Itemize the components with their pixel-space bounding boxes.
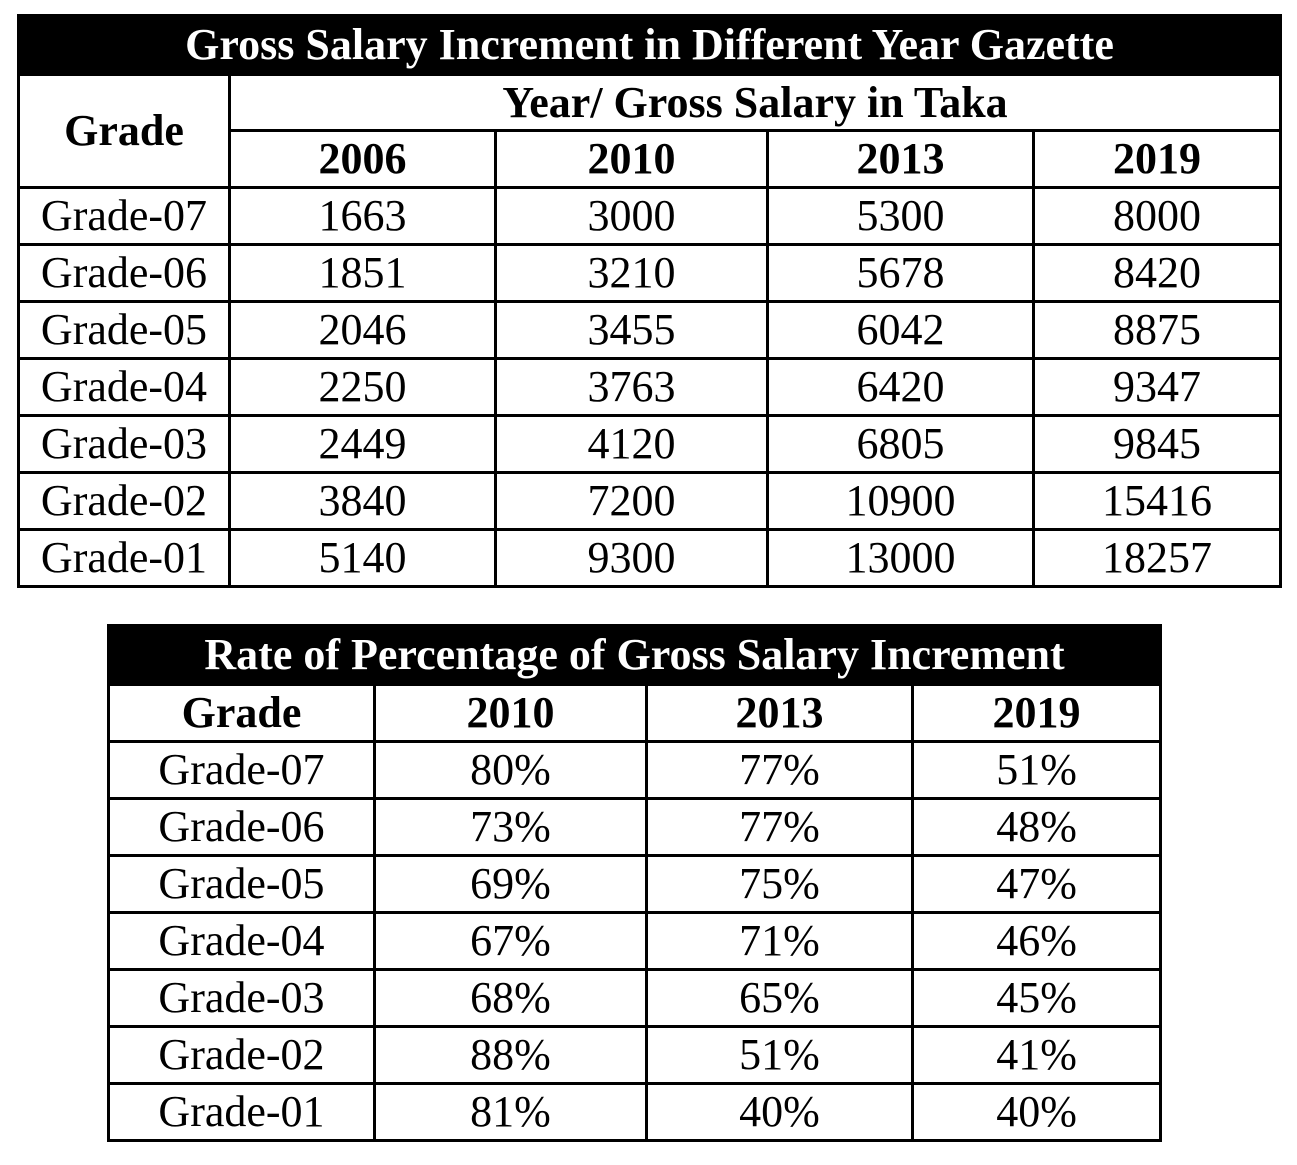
salary-cell: 3455	[496, 302, 768, 359]
year-header: 2013	[768, 131, 1034, 188]
year-header: 2019	[1034, 131, 1281, 188]
salary-cell: 10900	[768, 473, 1034, 530]
salary-cell: 3840	[230, 473, 496, 530]
table-row	[109, 856, 1161, 913]
grade-cell: Grade-06	[19, 245, 230, 302]
year-header: 2010	[375, 685, 647, 742]
percent-cell: 69%	[375, 856, 647, 913]
salary-cell: 3000	[496, 188, 768, 245]
salary-cell: 6420	[768, 359, 1034, 416]
table-row	[19, 416, 1281, 473]
salary-cell: 15416	[1034, 473, 1281, 530]
grade-column-header: Grade	[109, 685, 375, 742]
grade-column-header: Grade	[19, 75, 230, 188]
salary-cell: 5140	[230, 530, 496, 587]
gross-salary-table	[17, 14, 1282, 588]
grade-cell: Grade-04	[19, 359, 230, 416]
percent-cell: 40%	[647, 1084, 913, 1141]
salary-cell: 9845	[1034, 416, 1281, 473]
grade-cell: Grade-02	[109, 1027, 375, 1084]
percent-cell: 46%	[913, 913, 1161, 970]
salary-cell: 18257	[1034, 530, 1281, 587]
percent-cell: 68%	[375, 970, 647, 1027]
table-row	[19, 530, 1281, 587]
percent-cell: 40%	[913, 1084, 1161, 1141]
percent-cell: 51%	[647, 1027, 913, 1084]
grade-cell: Grade-02	[19, 473, 230, 530]
salary-cell: 13000	[768, 530, 1034, 587]
salary-cell: 2046	[230, 302, 496, 359]
percent-cell: 80%	[375, 742, 647, 799]
salary-cell: 8875	[1034, 302, 1281, 359]
grade-cell: Grade-05	[109, 856, 375, 913]
grade-cell: Grade-06	[109, 799, 375, 856]
percent-cell: 45%	[913, 970, 1161, 1027]
grade-cell: Grade-01	[109, 1084, 375, 1141]
increment-rate-table	[107, 624, 1162, 1142]
salary-cell: 6042	[768, 302, 1034, 359]
percent-cell: 77%	[647, 742, 913, 799]
percent-cell: 65%	[647, 970, 913, 1027]
table-row	[109, 799, 1161, 856]
salary-cell: 3210	[496, 245, 768, 302]
percent-cell: 81%	[375, 1084, 647, 1141]
year-group-header: Year/ Gross Salary in Taka	[230, 75, 1281, 131]
table-title: Gross Salary Increment in Different Year Gazette	[19, 16, 1281, 75]
table-row	[109, 970, 1161, 1027]
table-row	[109, 1027, 1161, 1084]
table-title: Rate of Percentage of Gross Salary Increment	[109, 626, 1161, 685]
table-row	[19, 359, 1281, 416]
salary-cell: 1851	[230, 245, 496, 302]
year-header: 2006	[230, 131, 496, 188]
table-row	[109, 913, 1161, 970]
salary-cell: 8420	[1034, 245, 1281, 302]
percent-cell: 41%	[913, 1027, 1161, 1084]
year-header: 2019	[913, 685, 1161, 742]
percent-cell: 75%	[647, 856, 913, 913]
grade-cell: Grade-04	[109, 913, 375, 970]
percent-cell: 71%	[647, 913, 913, 970]
grade-cell: Grade-07	[19, 188, 230, 245]
grade-cell: Grade-03	[19, 416, 230, 473]
table-row	[19, 245, 1281, 302]
salary-cell: 5300	[768, 188, 1034, 245]
salary-cell: 7200	[496, 473, 768, 530]
salary-cell: 9300	[496, 530, 768, 587]
percent-cell: 48%	[913, 799, 1161, 856]
grade-cell: Grade-01	[19, 530, 230, 587]
table-row	[19, 473, 1281, 530]
year-header: 2013	[647, 685, 913, 742]
percent-cell: 77%	[647, 799, 913, 856]
salary-cell: 2449	[230, 416, 496, 473]
salary-cell: 6805	[768, 416, 1034, 473]
percent-cell: 88%	[375, 1027, 647, 1084]
salary-cell: 5678	[768, 245, 1034, 302]
table-row	[19, 188, 1281, 245]
salary-cell: 4120	[496, 416, 768, 473]
grade-cell: Grade-07	[109, 742, 375, 799]
salary-cell: 9347	[1034, 359, 1281, 416]
percent-cell: 51%	[913, 742, 1161, 799]
salary-cell: 2250	[230, 359, 496, 416]
percent-cell: 73%	[375, 799, 647, 856]
salary-cell: 1663	[230, 188, 496, 245]
grade-cell: Grade-05	[19, 302, 230, 359]
table-row	[109, 1084, 1161, 1141]
table-row	[109, 742, 1161, 799]
salary-cell: 3763	[496, 359, 768, 416]
percent-cell: 47%	[913, 856, 1161, 913]
year-header: 2010	[496, 131, 768, 188]
table-row	[19, 302, 1281, 359]
salary-cell: 8000	[1034, 188, 1281, 245]
grade-cell: Grade-03	[109, 970, 375, 1027]
percent-cell: 67%	[375, 913, 647, 970]
